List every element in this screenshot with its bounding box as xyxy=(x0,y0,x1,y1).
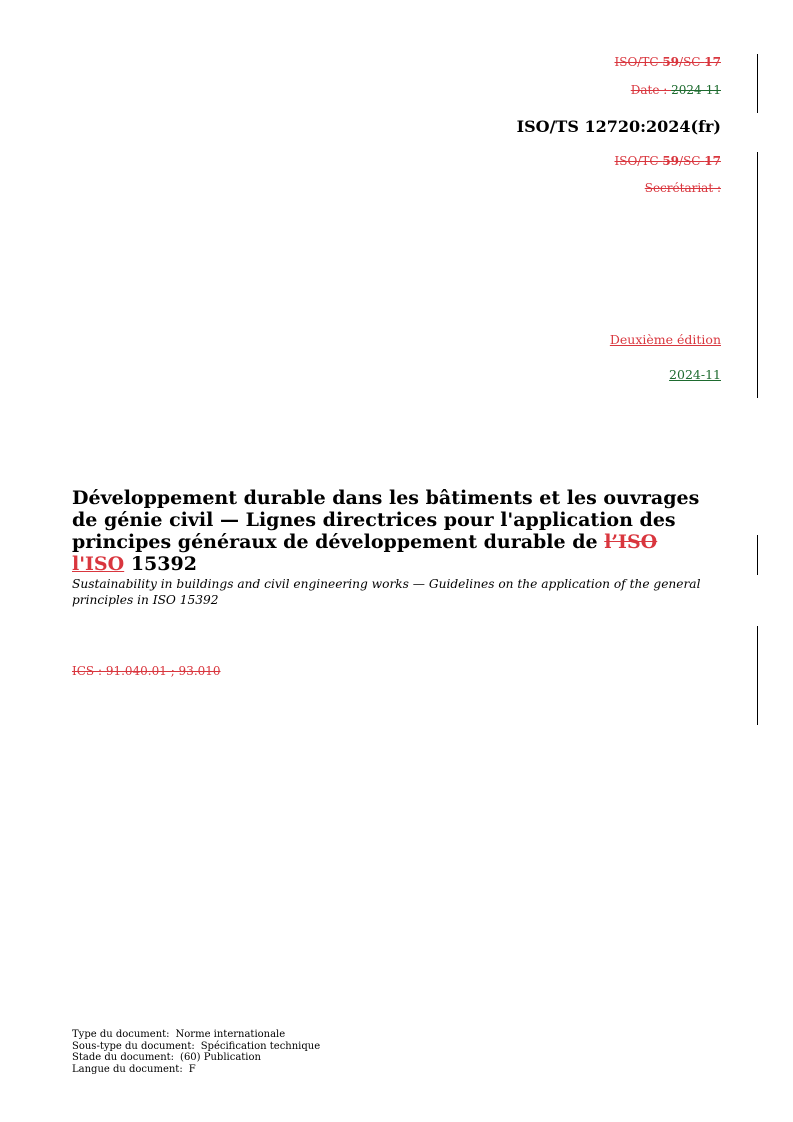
document-id: ISO/TS 12720:2024(fr) xyxy=(516,117,721,136)
tc-number: 59 xyxy=(662,55,680,69)
sc-prefix: /SC xyxy=(679,154,705,168)
title-inserted-text: l'ISO xyxy=(72,553,125,575)
metadata-value: Spécification technique xyxy=(200,1040,321,1052)
secretariat-line: Secrétariat : xyxy=(644,181,721,195)
metadata-label: Langue du document: xyxy=(72,1063,183,1075)
date-label: Date : xyxy=(630,83,672,97)
sc-prefix: /SC xyxy=(679,55,705,69)
committee-prefix: ISO/TC xyxy=(614,154,663,168)
committee-line-2 xyxy=(614,153,721,169)
change-bar xyxy=(757,152,758,398)
change-bar xyxy=(757,626,758,725)
change-bar xyxy=(757,54,758,113)
ics-codes: ICS : 91.040.01 ; 93.010 xyxy=(72,664,221,678)
metadata-row xyxy=(72,1041,320,1053)
title-end-text: 15392 xyxy=(124,553,197,575)
committee-line xyxy=(614,54,721,70)
metadata-value: F xyxy=(188,1063,196,1075)
title-main-text: Développement durable dans les bâtiments et les ouvrages de génie civil — Lignes directrices pour l'application des principes généraux de développement durable de xyxy=(72,487,700,553)
sc-number: 17 xyxy=(704,55,721,69)
metadata-value: Norme internationale xyxy=(175,1029,286,1040)
metadata-row xyxy=(72,1064,320,1076)
metadata-value: (60) Publication xyxy=(180,1052,261,1063)
title-deleted-text: l’ISO xyxy=(604,531,658,553)
metadata-label: Sous-type du document: xyxy=(72,1040,195,1052)
edition-label: Deuxième édition xyxy=(609,332,721,347)
date-line xyxy=(631,82,721,98)
document-title xyxy=(72,487,712,575)
committee-prefix: ISO/TC xyxy=(614,55,663,69)
sc-number: 17 xyxy=(704,154,721,168)
date-value: 2024-11 xyxy=(671,83,721,97)
metadata-label: Type du document: xyxy=(72,1029,170,1040)
edition-date: 2024-11 xyxy=(669,367,721,382)
document-metadata xyxy=(72,1029,320,1075)
change-bar xyxy=(757,535,758,575)
metadata-label: Stade du document: xyxy=(72,1052,175,1063)
tc-number: 59 xyxy=(662,154,680,168)
metadata-row xyxy=(72,1029,320,1041)
metadata-row xyxy=(72,1052,320,1064)
english-title: Sustainability in buildings and civil engineering works — Guidelines on the application of the general principles in ISO 15392 xyxy=(72,577,701,607)
